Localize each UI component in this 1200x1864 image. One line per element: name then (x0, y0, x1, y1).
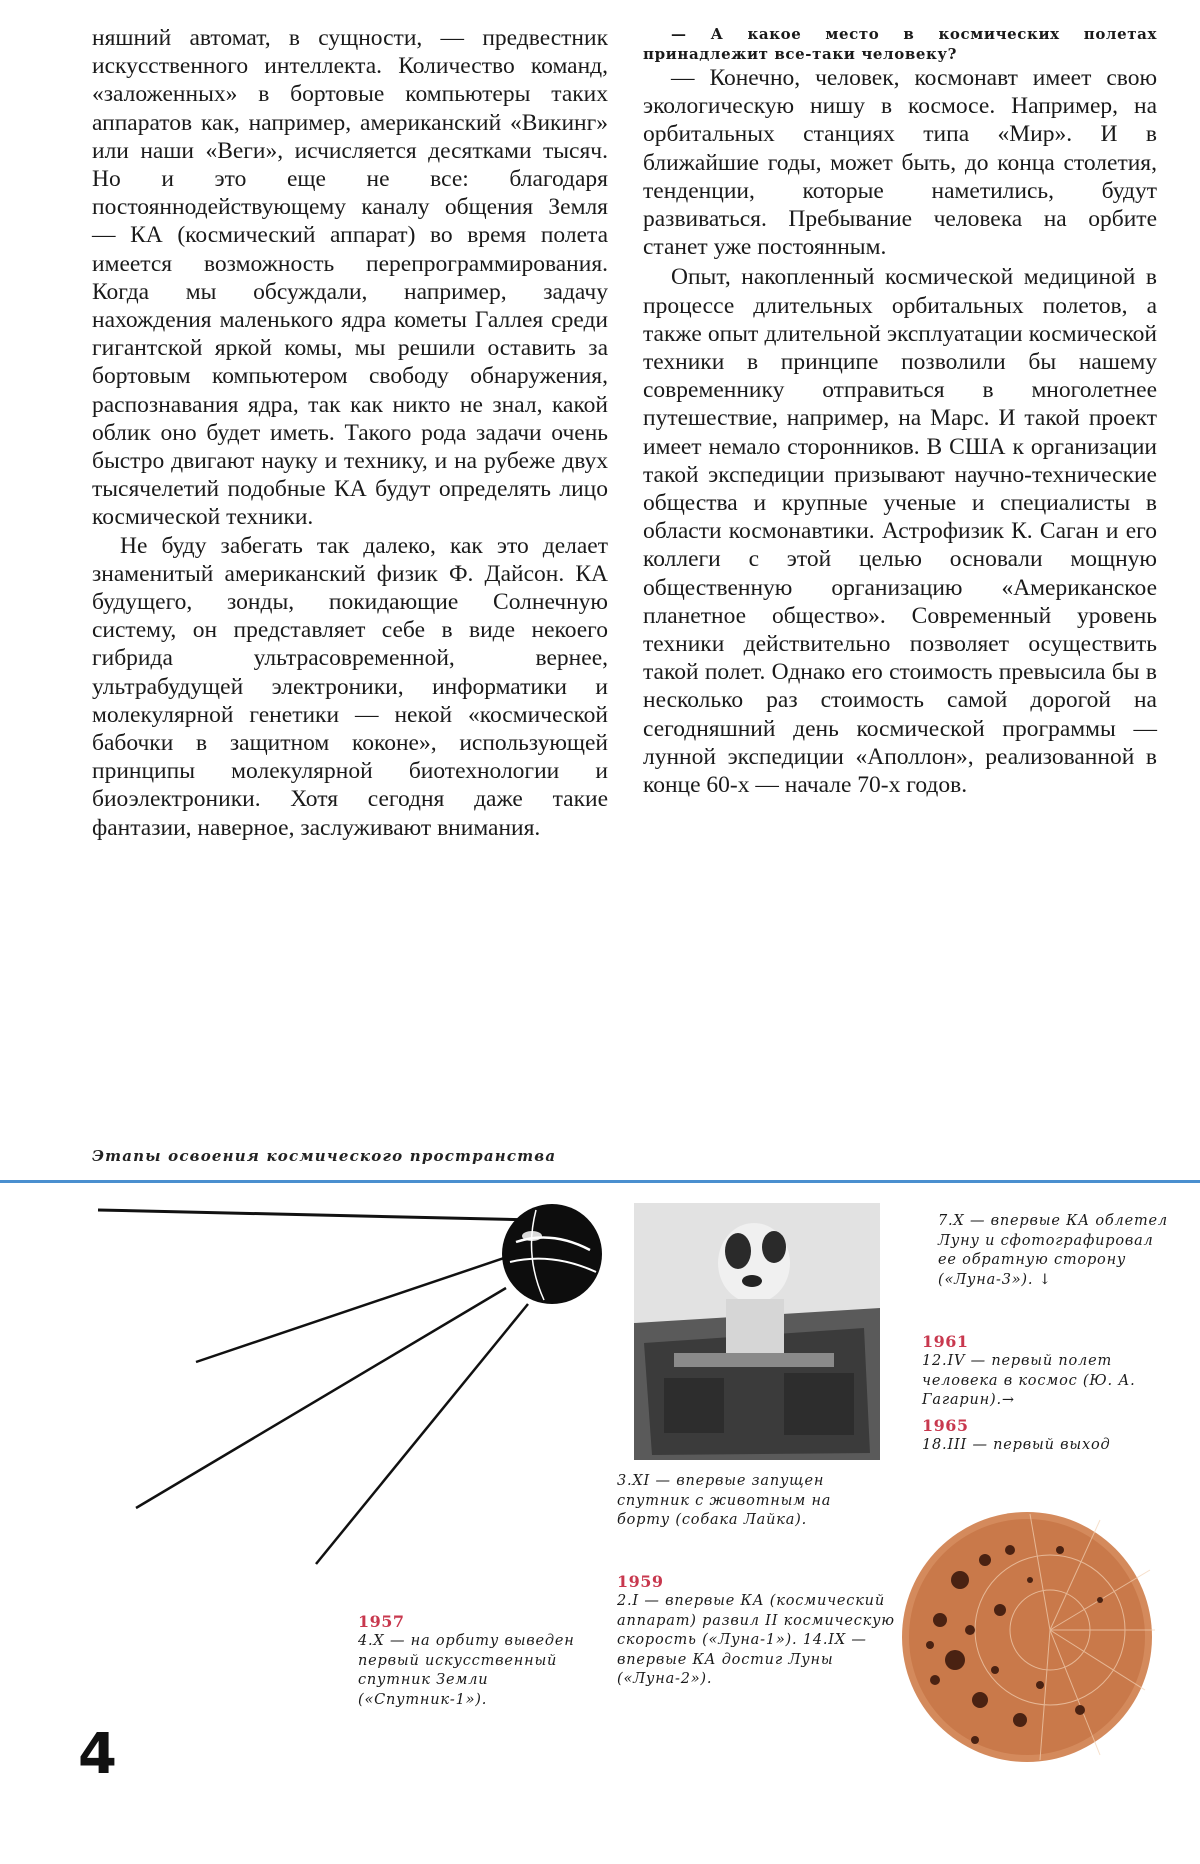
year-1965: 1965 (922, 1416, 969, 1435)
moon-far-side-photo (900, 1510, 1155, 1765)
note-1959 (617, 1572, 897, 1690)
note-1959-text-b: 14.IX — впервые КА достиг Луны («Луна-2»). (617, 1632, 867, 1687)
right-paragraph-1: — Конечно, человек, космонавт имеет свою экологическую нишу в космосе. Например, на орбитальных станциях типа «Мир». И в ближайшие годы, может быть, до конца столетия, тенденции, которые наметились, будут развиваться. Пребывание человека на орбите станет уже постоянным. (643, 65, 1157, 261)
right-column (643, 24, 1157, 799)
year-1959: 1959 (617, 1572, 664, 1591)
note-laika: 3.XI — впервые запущен спутник с животным на борту (собака Лайка). (617, 1473, 832, 1528)
note-1965 (922, 1416, 1182, 1456)
note-1965-text: 18.III — первый выход (922, 1437, 1111, 1453)
note-1959-text-a: 2.I — впервые КА (космический аппарат) развил II космическую скорость («Луна-1»). (617, 1593, 895, 1648)
year-1957: 1957 (358, 1612, 405, 1631)
year-1961: 1961 (922, 1332, 969, 1351)
interview-question: — А какое место в космических полетах принадлежит все-таки человеку? (643, 25, 1157, 63)
laika-photo (634, 1203, 880, 1460)
note-luna3: 7.X — впервые КА облетел Луну и сфотографировал ее обратную сторону («Луна-3»). ↓ (938, 1213, 1168, 1288)
note-1961 (922, 1332, 1182, 1411)
note-1957 (358, 1612, 588, 1710)
left-column (92, 24, 608, 842)
note-1961-text: 12.IV — первый полет человека в космос (Ю. А. Гагарин).→ (922, 1353, 1136, 1408)
timeline-heading: Этапы освоения космического пространства (92, 1147, 557, 1165)
section-rule (0, 1180, 1200, 1183)
left-paragraph-1: няшний автомат, в сущности, — предвестник искусственного интеллекта. Количество команд, «заложенных» в бортовые компьютеры таких аппаратов как, например, американский «Викинг» или наши «Веги», исчисляется десятками тысяч. Но и это еще не все: благодаря постояннодействующему каналу общения Земля — КА (космический аппарат) во время полета имеется возможность перепрограммирования. Когда мы обсуждали, например, задачу нахождения маленького ядра кометы Галлея среди гигантской яркой комы, мы решили оставить за бортовым компьютером свободу обнаружения, распознавания ядра, так как никто не знал, какой облик оно будет иметь. Такого рода задачи очень быстро двигают науку и технику, и на рубеже двух тысячелетий подобные КА будут определять лицо космической техники. (92, 25, 608, 531)
right-paragraph-2: Опыт, накопленный космической медициной в процессе длительных орбитальных полетов, а также опыт длительной эксплуатации космической техники в принципе позволили бы нашему современнику отправиться в многолетнее путешествие, например, на Марс. И такой проект имеет немало сторонников. В США к организации такой экспедиции призывают научно-технические общества и крупные ученые и специалисты в области космонавтики. Астрофизик К. Саган и его коллеги с этой целью основали мощную общественную организацию «Американское планетное общество». Современный уровень техники действительно позволяет осуществить такой полет. Однако его стоимость превысила бы в несколько раз стоимость самой дорогой на сегодняшний день космической программы — лунной экспедиции «Аполлон», реализованной в конце 60-х — начале 70-х годов. (643, 264, 1157, 799)
sputnik-illustration (96, 1196, 636, 1576)
page-number: 4 (78, 1722, 117, 1787)
note-1957-text: 4.X — на орбиту выведен первый искусственный спутник Земли («Спутник-1»). (358, 1633, 575, 1708)
left-paragraph-2: Не буду забегать так далеко, как это делает знаменитый американский физик Ф. Дайсон. КА будущего, зонды, покидающие Солнечную систему, он представляет себе в виде некоего гибрида ультрасовременной, вернее, ультрабудущей электроники, информатики и молекулярной генетики — некой «космической бабочки в защитном коконе», использующей принципы молекулярной биотехнологии и биоэлектроники. Хотя сегодня даже такие фантазии, наверное, заслуживают внимания. (92, 532, 608, 841)
